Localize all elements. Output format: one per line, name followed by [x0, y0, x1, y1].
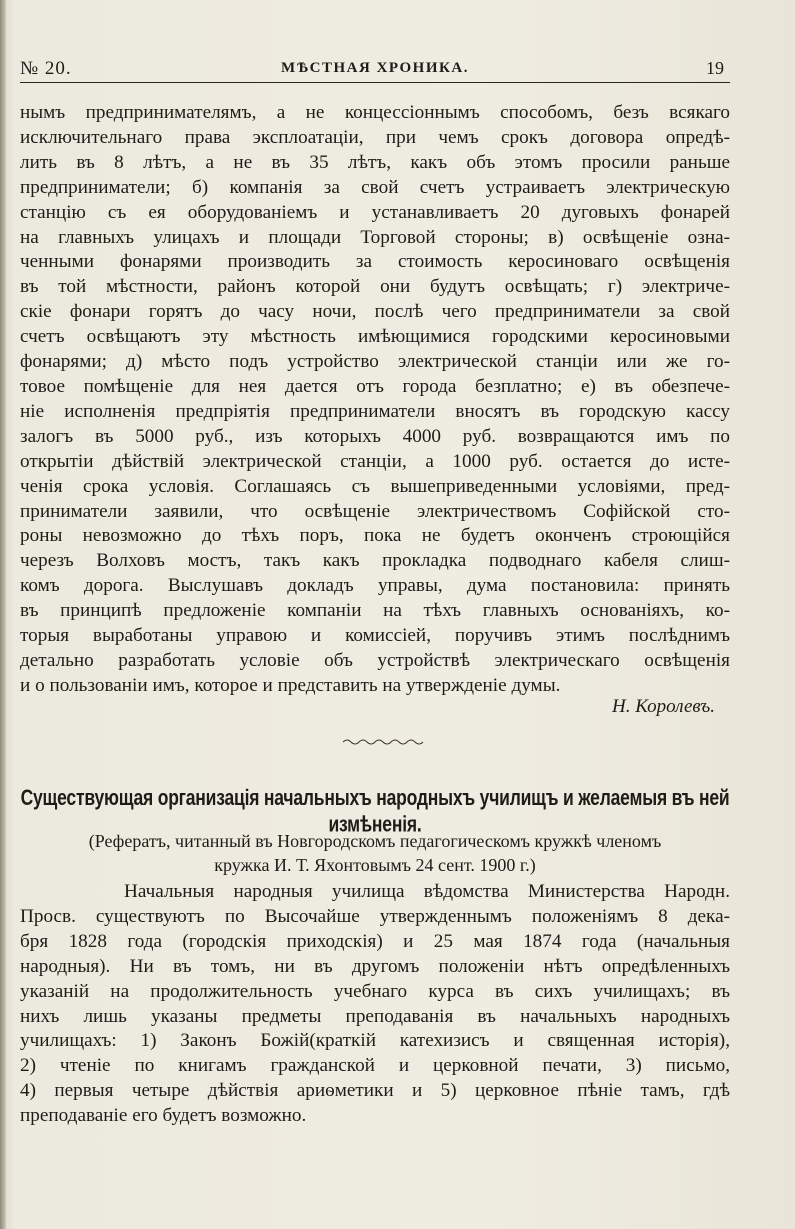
text-line: торыя выработаны управою и комиссіей, поручивъ этимъ послѣднимъ: [20, 625, 730, 647]
text-line: детально разработать условіе объ устройствѣ электрическаго освѣщенія: [20, 649, 730, 671]
subtitle-line: (Рефератъ, читанный въ Новгородскомъ педагогическомъ кружкѣ членомъ: [88, 831, 662, 851]
text-line: товое помѣщеніе для нея дается отъ города безплатно; е) въ обезпече-: [20, 375, 730, 397]
text-line: училищахъ: 1) Законъ Божій(краткій катехизисъ и священная исторія),: [20, 1030, 730, 1052]
text-line: лить въ 8 лѣтъ, а не въ 35 лѣтъ, какъ объ этомъ просили раньше: [20, 151, 730, 173]
author-signature: Н. Королевъ.: [612, 696, 715, 717]
text-line: предприниматели; б) компанія за свой счетъ устраиваетъ электрическую: [20, 176, 730, 198]
text-line: бря 1828 года (городскія приходскія) и 25 мая 1874 года (начальныя: [20, 930, 730, 952]
text-line: черезъ Волховъ мостъ, такъ какъ прокладка подводнаго кабеля слиш-: [20, 550, 730, 572]
subtitle-line: кружка И. Т. Яхонтовымъ 24 сент. 1900 г.): [214, 855, 536, 875]
text-line: комъ дорога. Выслушавъ докладъ управы, дума постановила: принять: [20, 575, 730, 597]
text-line: фонарями; д) мѣсто подъ устройство электрической станціи или же го-: [20, 351, 730, 373]
text-line: станцію съ ея оборудованіемъ и устанавливаетъ 20 дуговыхъ фонарей: [20, 201, 730, 223]
text-line: въ принципѣ предложеніе компаніи на тѣхъ главныхъ основаніяхъ, ко-: [20, 600, 730, 622]
text-line: нымъ предпринимателямъ, а не концессіоннымъ способомъ, безъ всякаго: [20, 102, 730, 123]
text-line: открытіи дѣйствій электрической станціи, а 1000 руб. остается до исте-: [20, 450, 730, 472]
text-line: народныя). Ни въ томъ, ни въ другомъ положеніи нѣтъ опредѣленныхъ: [20, 955, 730, 977]
text-line: скіе фонари горятъ до часу ночи, послѣ чего предприниматели за свой: [20, 301, 730, 323]
text-line: ченія срока условія. Соглашаясь съ вышеприведенными условіями, пред-: [20, 475, 730, 497]
text-line: приниматели заявили, что освѣщеніе электричествомъ Софійской сто-: [20, 500, 730, 522]
article2-heading: Существующая организація начальныхъ народныхъ училищъ и желаемыя въ ней измѣненія.: [20, 785, 730, 837]
section-title: МѢСТНАЯ ХРОНИКА.: [281, 60, 469, 76]
header-rule: [20, 82, 730, 83]
text-line: преподаваніе его будетъ возможно.: [20, 1105, 307, 1127]
section-divider: [343, 736, 425, 748]
text-line: въ той мѣстности, районъ которой они будутъ освѣщать; г) электриче-: [20, 276, 730, 298]
text-line: залогъ въ 5000 руб., изъ которыхъ 4000 руб. возвращаются имъ по: [20, 425, 730, 447]
text-line: на главныхъ улицахъ и площади Торговой стороны; в) освѣщеніе озна-: [20, 226, 730, 248]
article2-body: [20, 880, 730, 1129]
text-line: Начальныя народныя училища вѣдомства Министерства Народн.: [124, 881, 730, 902]
text-line: Просв. существуютъ по Высочайше утвержденнымъ положеніямъ 8 дека-: [20, 905, 730, 927]
issue-number: № 20.: [20, 58, 72, 79]
text-line: роны невозможно до тѣхъ поръ, пока не будетъ оконченъ строющійся: [20, 525, 730, 547]
article2-subtitle: [20, 829, 730, 877]
text-line: нихъ лишь указаны предметы преподаванія въ начальныхъ народныхъ: [20, 1005, 730, 1027]
text-line: указаній на продолжительность учебнаго курса въ сихъ училищахъ; въ: [20, 980, 730, 1002]
article1-body: [20, 101, 730, 699]
running-header: [20, 58, 730, 82]
text-line: счетъ освѣщаютъ эту мѣстность имѣющимися городскими керосиновыми: [20, 326, 730, 348]
page-edge-shadow: [0, 0, 6, 1229]
text-line: и о пользованіи имъ, которое и представить на утвержденіе думы.: [20, 674, 561, 696]
page-number: 19: [706, 58, 724, 78]
text-line: ченными фонарями производить за стоимость керосиноваго освѣщенія: [20, 251, 730, 273]
text-line: ніе исполненія предпріятія предприниматели вносятъ въ городскую кассу: [20, 400, 730, 422]
text-line: 2) чтеніе по книгамъ гражданской и церковной печати, 3) письмо,: [20, 1055, 730, 1077]
text-line: 4) первыя четыре дѣйствія ариѳметики и 5) церковное пѣніе тамъ, гдѣ: [20, 1080, 730, 1102]
text-line: исключительнаго права эксплоатаціи, при чемъ срокъ договора опредѣ-: [20, 126, 730, 148]
